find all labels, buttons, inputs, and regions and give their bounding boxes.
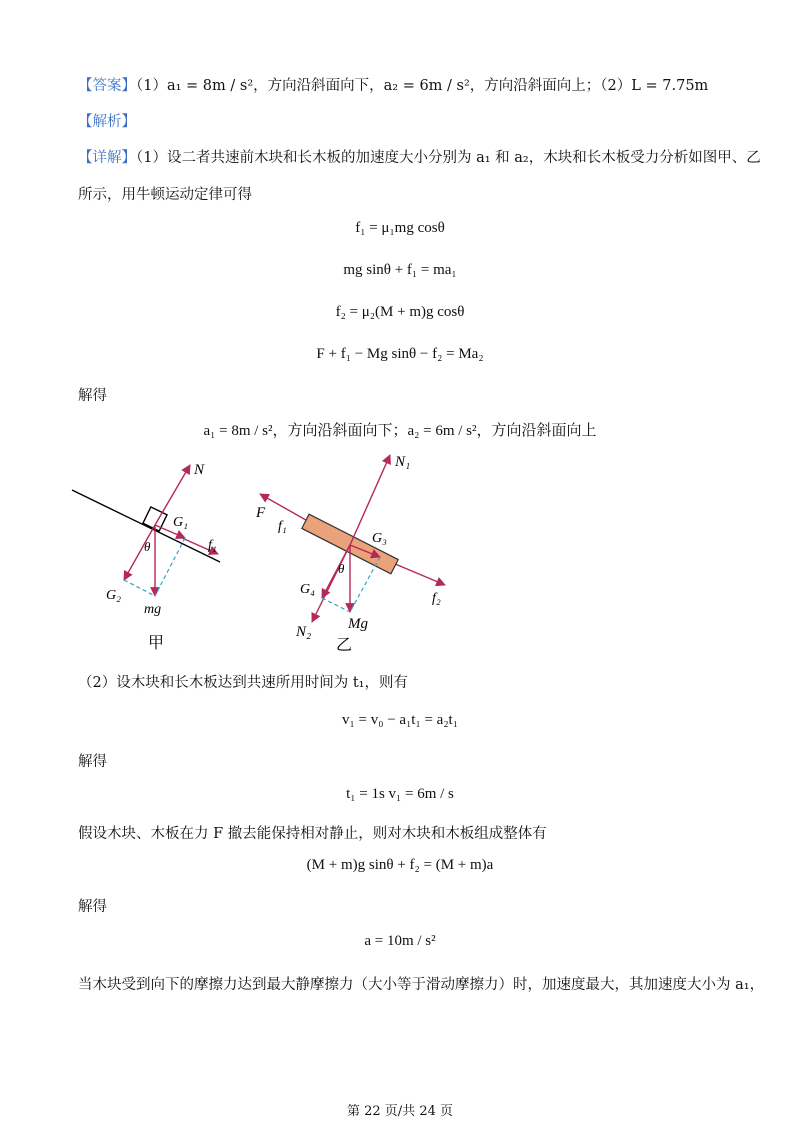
last-text: 当木块受到向下的摩擦力达到最大静摩擦力（大小等于滑动摩擦力）时，加速度最大，其加速度大小为 a₁，	[78, 977, 765, 993]
answer-line	[78, 74, 708, 95]
assume-text: 假设木块、木板在力 F 撤去能保持相对静止，则对木块和木板组成整体有	[78, 826, 547, 842]
equation-7: t₁ = 1s v₁ = 6m / s	[346, 786, 454, 802]
equation-3: f₂ = μ₂(M + m)g cosθ	[335, 304, 465, 320]
part2-text: （2）设木块和长木板达到共速所用时间为 t₁，则有	[78, 675, 408, 691]
force-diagram	[60, 450, 480, 665]
diagram-jia	[72, 462, 220, 652]
equation-2: mg sinθ + f₁ = ma₁	[343, 262, 457, 278]
label-N1: N₁	[395, 454, 411, 470]
equation-9: a = 10m / s²	[364, 933, 436, 949]
label-jia: 甲	[148, 633, 165, 652]
detail-line-2: 所示，用牛顿运动定律可得	[78, 187, 252, 203]
label-theta: θ	[144, 539, 151, 554]
page-footer: 第 22 页/共 24 页	[347, 1104, 453, 1119]
label-f1: f₁	[208, 538, 217, 553]
label-yi: 乙	[336, 635, 353, 654]
solve-label-1: 解得	[78, 388, 107, 404]
label-G4: G₄	[300, 582, 315, 597]
equation-8: (M + m)g sinθ + f₂ = (M + m)a	[306, 857, 494, 873]
dash-4	[350, 557, 380, 612]
label-G2: G₂	[106, 588, 121, 603]
label-theta-yi: θ	[338, 561, 345, 576]
label-F: F	[256, 505, 266, 521]
solve-label-3: 解得	[78, 899, 107, 915]
answer-tag: 【答案】	[78, 78, 136, 94]
detail-text-1: （1）设二者共速前木块和长木板的加速度大小分别为 a₁ 和 a₂，木块和长木板受力分析如图甲、乙	[136, 150, 761, 166]
analysis-tag: 【解析】	[78, 114, 136, 130]
label-G1: G₁	[173, 515, 188, 530]
dash-1	[124, 580, 155, 596]
detail-tag: 【详解】	[78, 150, 136, 166]
equation-5: a₁ = 8m / s²，方向沿斜面向下；a₂ = 6m / s²，方向沿斜面向上	[203, 423, 597, 439]
equation-6: v₁ = v₀ − a₁t₁ = a₂t₁	[342, 712, 458, 728]
label-Mg: Mg	[348, 616, 368, 632]
label-f1-yi: f₁	[278, 519, 287, 534]
label-G3: G₃	[372, 531, 387, 546]
label-N2: N₂	[296, 624, 312, 640]
dash-3	[322, 598, 350, 612]
dash-2	[155, 538, 185, 596]
equation-1: f₁ = μ₁mg cosθ	[355, 220, 445, 236]
solve-label-2: 解得	[78, 754, 107, 770]
G4-component	[322, 545, 350, 598]
label-N: N	[194, 462, 205, 478]
diagram-yi	[255, 454, 445, 654]
equation-4: F + f₁ − Mg sinθ − f₂ = Ma₂	[316, 346, 484, 362]
answer-text: （1）a₁ = 8m / s²，方向沿斜面向下，a₂ = 6m / s²，方向沿斜面向上；（2）L = 7.75m	[136, 78, 709, 94]
label-mg: mg	[144, 602, 162, 617]
label-f2: f₂	[432, 591, 441, 606]
detail-line-1	[78, 146, 761, 167]
